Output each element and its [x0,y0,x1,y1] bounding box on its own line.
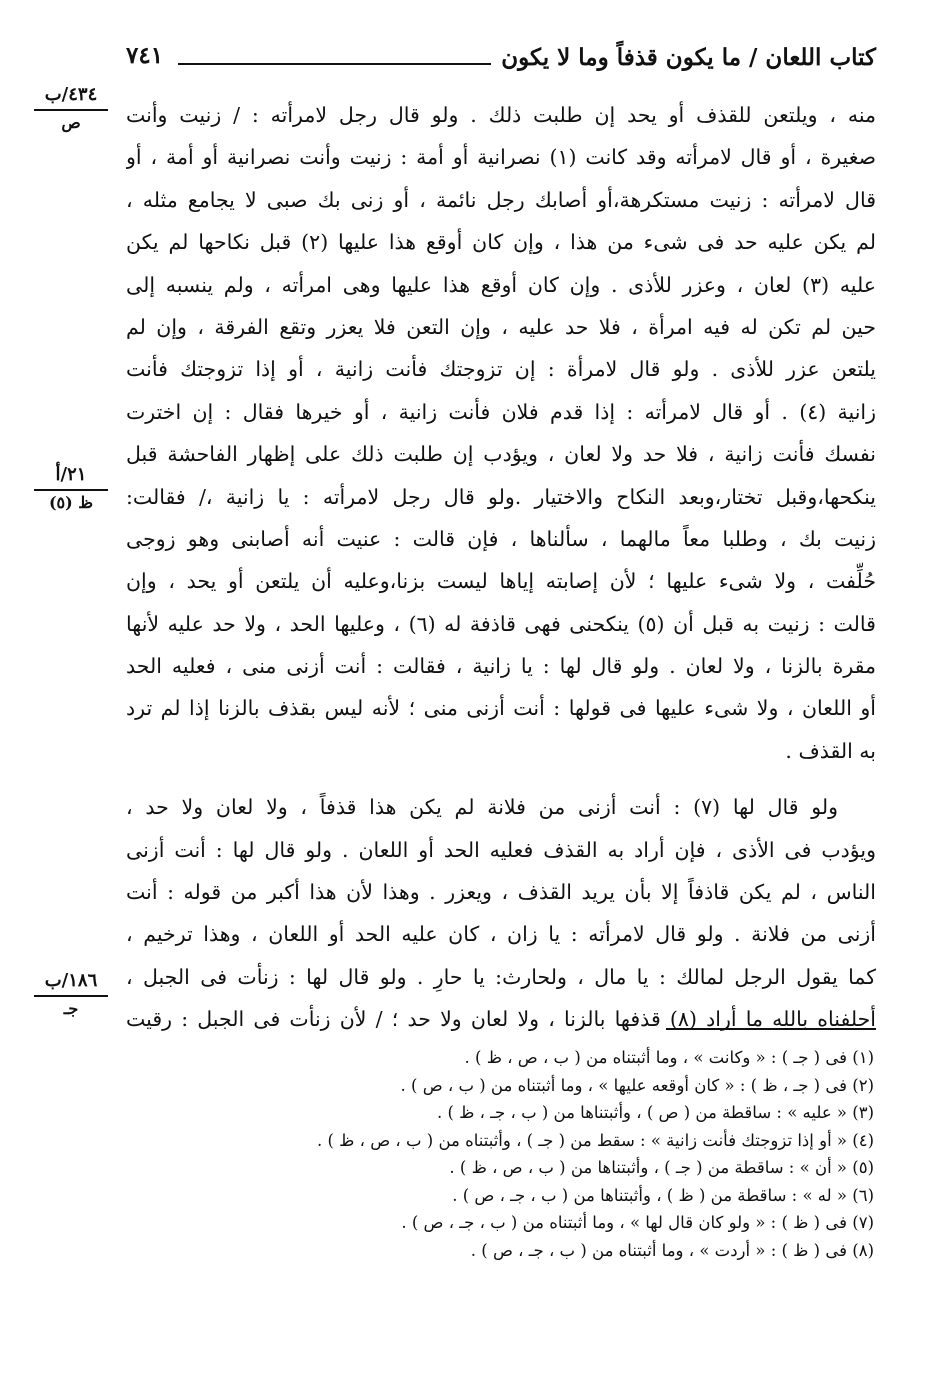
footnote: (٢) فى ( جـ ، ظ ) : « كان أوقعه عليها » ، وما أثبتناه من ( ب ، ص ) . [400,1075,874,1095]
text-line: حين لم تكن له فيه امرأة ، فلا حد عليه ، وإن التعن فلا يعزر وتقع الفرقة ، وإن لم [126,314,876,339]
text-line: صغيرة ، أو قال لامرأته وقد كانت (١) نصرانية أو أمة : زنيت وأنت نصرانية أو أمة ، أو [126,145,876,170]
margin-note-folio: ٤٣٤/ب [44,84,98,105]
footnote: (٦) « له » : ساقطة من ( ظ ) ، وأثبتناها من ( ب ، جـ ، ص ) . [452,1185,874,1205]
main-text [126,94,876,1041]
margin-note-manuscript-ref [28,970,114,1018]
text-line: أو اللعان ، ولا شىء عليها فى قولها : أنت أزنى منى ؛ لأنه ليس بقذف بالزنا إذا لم ترد [126,696,876,721]
margin-note-siglum: ظ (٥) [48,492,94,512]
text-line: قال لامرأته : زنيت مستكرهة،أو أصابك رجل نائمة ، أو زنى بك صبى لا يجامع مثله ، [126,187,876,212]
margin-note-folio: ١٨٦/ب [44,970,98,991]
text-line: كما يقول الرجل لمالك : يا مال ، ولحارث: يا حارِ . ولو قال لها : زنأت فى الجبل ، [126,964,876,989]
margin-note-siglum: ص [61,112,81,132]
margin-note-divider [34,995,108,997]
footnote: (٣) « عليه » : ساقطة من ( ص ) ، وأثبتناها من ( ب ، جـ ، ظ ) . [436,1103,874,1122]
header-rule [178,63,491,65]
text-line: زانية (٤) . أو قال لامرأته : إذا قدم فلان فأنت زانية ، أو خيرها فقال : إن اخترت [126,399,876,424]
text-line: لم يكن عليه حد فى شىء من هذا ، وإن كان أوقع هذا عليها (٢) قبل نكاحها لم يكن [126,230,876,255]
text-line: قالت : زنيت به قبل أن (٥) ينكحنى فهى قاذفة له (٦) ، وعليها الحد ، ولا حد عليه لأنها [126,611,876,636]
margin-note-siglum: جـ [63,998,79,1018]
text-line: مقرة بالزنا ، ولا لعان . ولو قال لها : يا زانية ، فقالت : أنت أزنى منى ، فعليه الحد [126,654,876,679]
paragraph [126,94,876,772]
footnote: (٥) « أن » : ساقطة من ( جـ ) ، وأثبتناها من ( ب ، ص ، ظ ) . [449,1158,874,1177]
text-line: ولو قال لها (٧) : أنت أزنى من فلانة لم يكن هذا قذفاً ، ولا لعان ولا حد ، [126,795,838,820]
footnote: (١) فى ( جـ ) : « وكانت » ، وما أثبتناه من ( ب ، ص ، ظ ) . [464,1048,874,1067]
text-line: ينكحها،وقبل تختار،وبعد النكاح والاختيار .ولو قال رجل لامرأته : يا زانية ،/ فقالت: [126,484,876,509]
footnote: (٨) فى ( ظ ) : « أردت » ، وما أثبتناه من ( ب ، جـ ، ص ) . [470,1240,874,1260]
paragraph [126,786,876,1040]
text-line: عليه (٣) لعان ، وعزر للأذى . وإن كان أوقع هذا عليها وهى امرأته ، ولم ينسبه إلى [126,272,876,297]
margin-note-folio: ٢١/أ [55,464,87,485]
text-line: أزنى من فلانة . ولو قال لامرأته : يا زان ، كان عليه الحد أو اللعان ، وهذا ترخيم ، [126,922,876,947]
chapter-title: كتاب اللعان / ما يكون قذفاً وما لا يكون [501,44,876,71]
text-line: الناس ، لم يكن قاذفاً إلا بأن يريد القذف ، ويعزر . وهذا لأن هذا أكبر من قوله : أنت [126,880,876,905]
text-line: زنيت بك ، وطلبا معاً مالهما ، سألناها ، فإن قالت : عنيت أنه أصابنى وهو زوجى [126,526,876,551]
paragraph-gap [126,772,876,786]
text-line: يلتعن عزر للأذى . ولو قال لامرأة : إن تزوجتك فأنت زانية ، أو إذا تزوجتك فأنت [126,357,876,382]
footnote: (٤) « أو إذا تزوجتك فأنت زانية » : سقط من ( جـ ) ، وأثبتناه من ( ب ، ص ، ظ ) . [316,1130,874,1150]
footnote: (٧) فى ( ظ ) : « ولو كان قال لها » ، وما أثبتناه من ( ب ، جـ ، ص ) . [401,1213,874,1232]
margin-note-manuscript-ref [28,84,114,132]
text-line: أحلفناه بالله ما أراد (٨) قذفها بالزنا ، ولا لعان ولا حد ؛ / لأن زنأت فى الجبل : رقيت [126,1007,876,1032]
text-line: ويؤدب فى الأذى ، فإن أراد به القذف فعليه الحد أو اللعان . ولو قال لها : أنت أزنى [126,837,876,862]
page-number: ٧٤١ [126,42,164,69]
margin-note-divider [34,109,108,111]
text-line: منه ، ويلتعن للقذف أو يحد إن طلبت ذلك . ولو قال رجل لامرأته : / زنيت وأنت [126,103,876,127]
margin-note-manuscript-ref [28,464,114,512]
running-header [126,44,876,84]
text-line: نفسك فأنت زانية ، فلا حد ولا لعان ، ويؤدب إن طلبت ذلك على إظهار الفاحشة قبل [126,442,876,467]
footnote-separator [666,1028,876,1030]
text-line: حُلِّفت ، ولا شىء عليها ؛ لأن إصابته إياها ليست بزنا،وعليه أن يلتعن أو يحد ، وإن [126,569,876,594]
margin-note-divider [34,489,108,491]
text-line: به القذف . [785,738,876,763]
footnotes [114,1044,874,1264]
